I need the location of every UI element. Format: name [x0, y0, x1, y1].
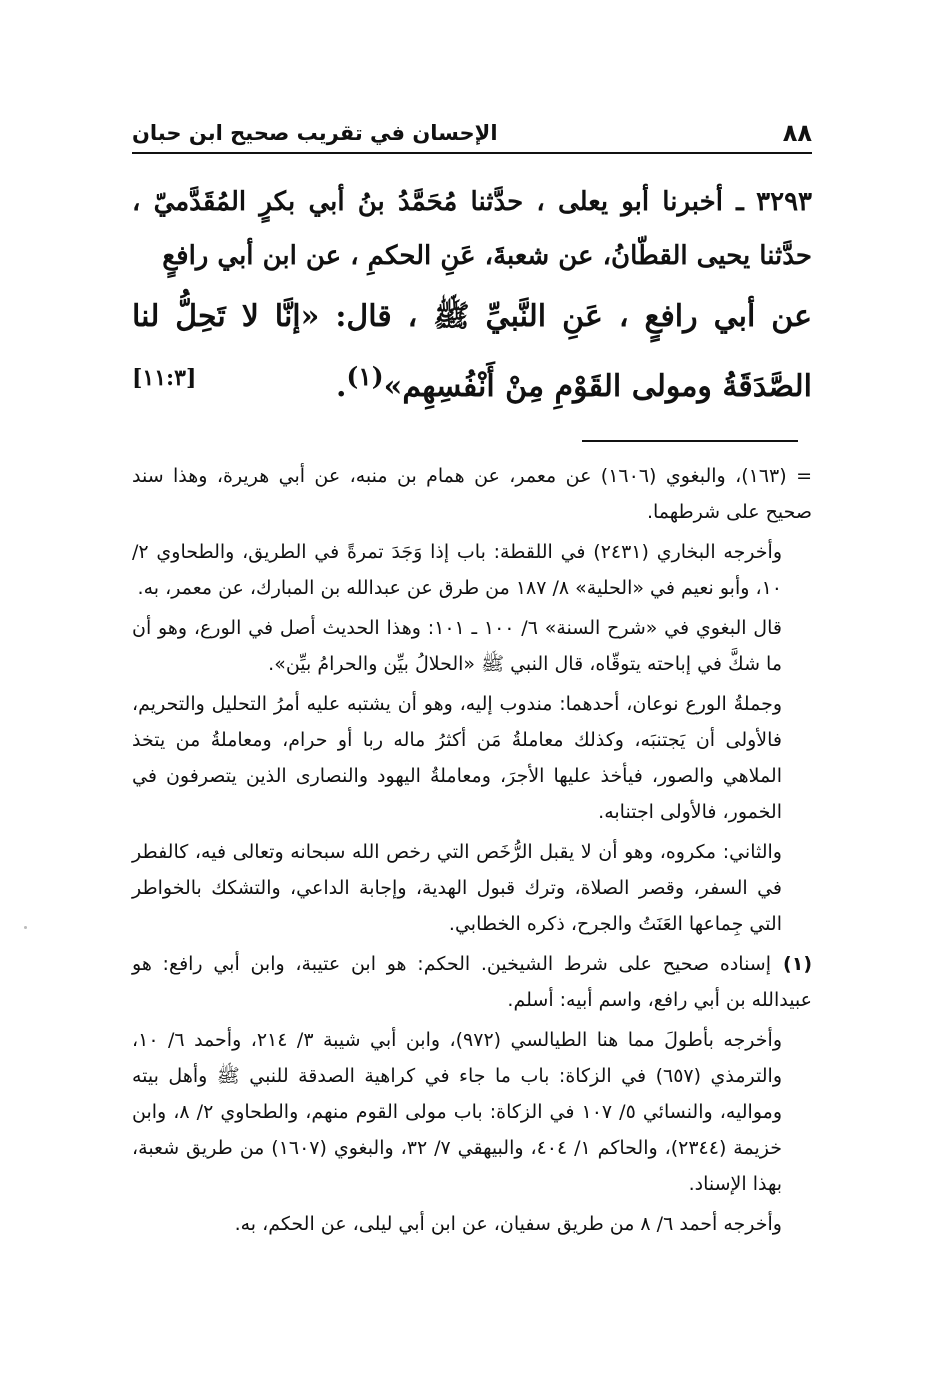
matn-text: عن أبي رافعٍ ، عَنِ النَّبيِّ ﷺ ، قال: «إنَّا لا تَحِلُّ لنا الصَّدَقَةُ ومولى القَوْمِ مِنْ أَنْفُسِهِم»	[132, 299, 812, 404]
note-paragraph: قال البغوي في «شرح السنة» ٦/ ١٠٠ ـ ١٠١: وهذا الحديث أصل في الورع، وهو أن ما شكَّ في إباحته يتوقّاه، قال النبي ﷺ «الحلالُ بيِّن والحرامُ بيِّن».	[132, 617, 782, 675]
page-number: ٨٨	[782, 119, 812, 147]
footnotes	[132, 458, 812, 1246]
isnad-text: ـ أخبرنا أبو يعلى ، حدَّثنا مُحَمَّدُ بنُ أبي بكرٍ المُقَدَّميّ ، حدَّثنا يحيى القطّانُ، عن شعبةَ، عَنِ الحكمِ ، عن ابن أبي رافعٍ	[132, 187, 812, 271]
hadith-matn	[132, 287, 812, 417]
footnote-ref: (١)	[346, 362, 384, 391]
book-title: الإحسان في تقريب صحيح ابن حبان	[132, 121, 498, 145]
running-header	[132, 118, 812, 154]
footnote-1-text: إسناده صحيح على شرط الشيخين. الحكم: هو ابن عتيبة، وابن أبي رافع: هو عبيدالله بن أبي رافع، واسم أبيه: أسلم.	[132, 953, 812, 1011]
footnote-divider	[582, 440, 798, 442]
note-paragraph: والثاني: مكروه، وهو أن لا يقبل الرُّخَص التي رخص الله سبحانه وتعالى فيه، كالفطر في السفر، وقصر الصلاة، وترك قبول الهدية، وإجابة الداعي، والتشكك بالخواطر التي جِماعها العَنَتُ والجرح، ذكره الخطابي.	[132, 841, 782, 935]
scan-speck	[24, 926, 27, 929]
hadith-isnad	[132, 175, 812, 283]
footnote-1	[132, 946, 812, 1018]
hadith-block	[132, 175, 812, 417]
note-continuation: = (١٦٣)، والبغوي (١٦٠٦) عن معمر، عن همام بن منبه، عن أبي هريرة، وهذا سند صحيح على شرطهما.	[132, 465, 812, 523]
note-paragraph: وأخرجه أحمد ٦/ ٨ من طريق سفيان، عن ابن أبي ليلى، عن الحكم، به.	[234, 1213, 782, 1235]
note-paragraph: وأخرجه البخاري (٢٤٣١) في اللقطة: باب إذا وَجَدَ تمرةً في الطريق، والطحاوي ٢/ ١٠، وأبو نعيم في «الحلية» ٨/ ١٨٧ من طرق عن عبدالله بن المبارك، عن معمر، به.	[132, 541, 782, 599]
hadith-number: ٣٢٩٣	[756, 187, 813, 217]
note-paragraph: وأخرجه بأطولَ مما هنا الطيالسي (٩٧٢)، وابن أبي شيبة ٣/ ٢١٤، وأحمد ٦/ ١٠، والترمذي (٦٥٧) في الزكاة: باب ما جاء في كراهية الصدقة للنبي ﷺ وأهل بيته ومواليه، والنسائي ٥/ ١٠٧ في الزكاة: باب مولى القوم منهم، والطحاوي ٢/ ٨، وابن خزيمة (٢٣٤٤)، والحاكم ١/ ٤٠٤، والبيهقي ٧/ ٣٢، والبغوي (١٦٠٧) من طريق شعبة، بهذا الإسناد.	[132, 1029, 782, 1195]
hadith-reference: [١١:٣]	[132, 365, 197, 391]
matn-end: .	[335, 369, 347, 404]
note-paragraph: وجملةُ الورع نوعان، أحدهما: مندوب إليه، وهو أن يشتبه عليه أمرُ التحليل والتحريم، فالأولى أن يَجتنبَه، وكذلك معاملةُ مَن أكثرُ ماله ربا أو حرام، ومعاملةُ من يتخذ الملاهي والصور، فيأخذ عليها الأجرَ، ومعاملةُ اليهود والنصارى الذين يتصرفون في الخمور، فالأولى اجتنابه.	[132, 693, 782, 823]
footnote-1-marker: (١)	[783, 953, 812, 975]
